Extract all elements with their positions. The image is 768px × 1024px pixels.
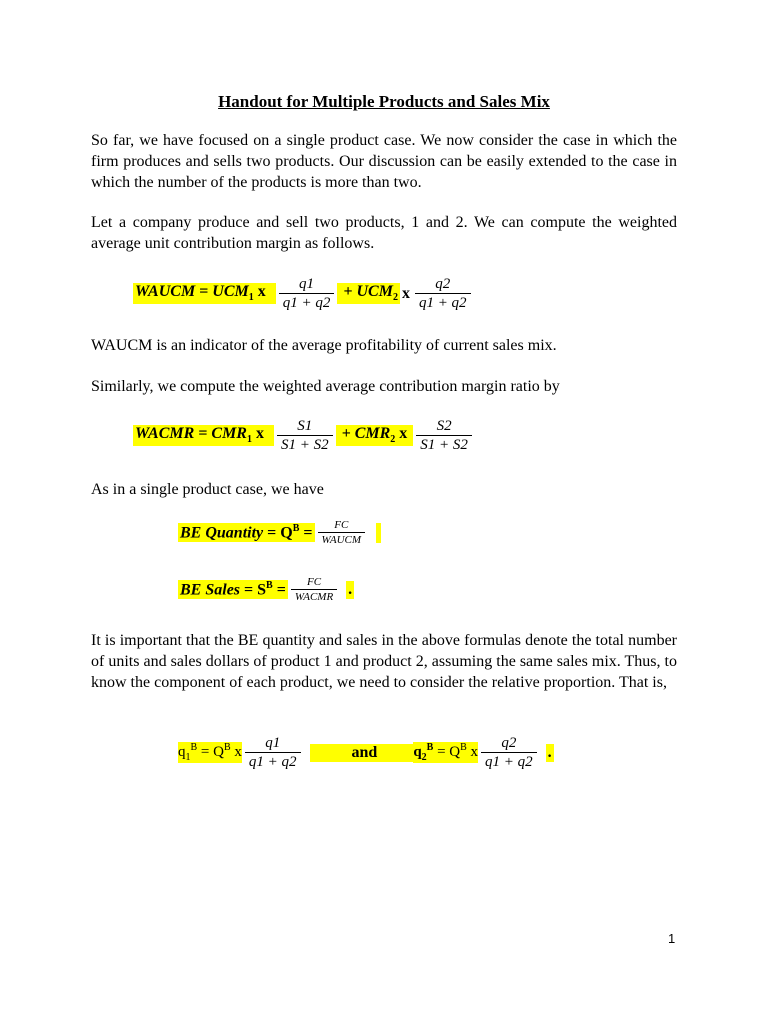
wacmr-equation [133,418,475,453]
two-products-paragraph: Let a company produce and sell two products, 1 and 2. We can compute the weighted average unit contribution margin as follows. [91,214,677,252]
q1-fraction: $\frac{q1}{q1 + q2}$ [245,735,301,770]
waucm-lhs: WAUCM = $UCM_1$ x [133,283,276,303]
waucm-equation: WAUCM = $UCM_1$ x $\frac{q1}{q1 + q2}$ + $UCM_2$ x $\frac{q2}{q1 + q2}$ [133,276,474,311]
be-sales-period: . [348,580,353,598]
component-period: . [547,743,552,761]
be-quantity-lhs: BE Quantity = $Q^B$ = [180,522,313,542]
be-quantity-highlight-end [376,523,381,543]
handout-title: Handout for Multiple Products and Sales Mix [218,92,550,111]
waucm-plus-term: + $UCM_2$ [337,283,400,303]
wacmr-fraction-1: $\frac{S1}{S1 + S2}$ [277,418,333,453]
component-equation [178,735,554,770]
q2-fraction: $\frac{q2}{q1 + q2}$ [481,735,537,770]
wacmr-lhs: WACMR = $CMR_1$ x [133,425,274,445]
be-sales-lhs: BE Sales = $S^B$ = [180,579,286,599]
waucm-description: WAUCM is an indicator of the average profitability of current sales mix. [91,337,557,354]
single-product-note: As in a single product case, we have [91,481,324,498]
wacmr-plus-term: + $CMR_2$ x [336,425,414,445]
waucm-fraction-1: $\frac{q1}{q1 + q2}$ [279,276,335,311]
be-sales-equation [178,576,354,603]
q1-lhs: $q_1^B = Q^B$ x [178,742,242,763]
page-number: 1 [668,931,676,946]
waucm-fraction-2: $\frac{q2}{q1 + q2}$ [415,276,471,311]
be-explanation-paragraph: It is important that the BE quantity and sales in the above formulas denote the total number of units and sales dollars of product 1 and product 2, assuming the same sales mix. Thus, to know the component of each product, we need to consider the relative proportion. That is, [91,632,677,691]
and-connector: and [310,744,414,762]
wacmr-fraction-2: $\frac{S2}{S1 + S2}$ [416,418,472,453]
q2-lhs: $q_2^B = Q^B$ x [413,742,479,763]
intro-paragraph: So far, we have focused on a single product case. We now consider the case in which the firm produces and sells two products. Our discussion can be easily extended to the case in which the number of the products is more than two. [91,132,677,191]
wacmr-intro: Similarly, we compute the weighted average contribution margin ratio by [91,378,560,395]
be-quantity-equation [178,519,381,546]
be-quantity-fraction: $\frac{FC}{\text{WAUCM}}$ [318,519,366,546]
be-sales-fraction: $\frac{FC}{\text{WACMR}}$ [291,576,337,603]
